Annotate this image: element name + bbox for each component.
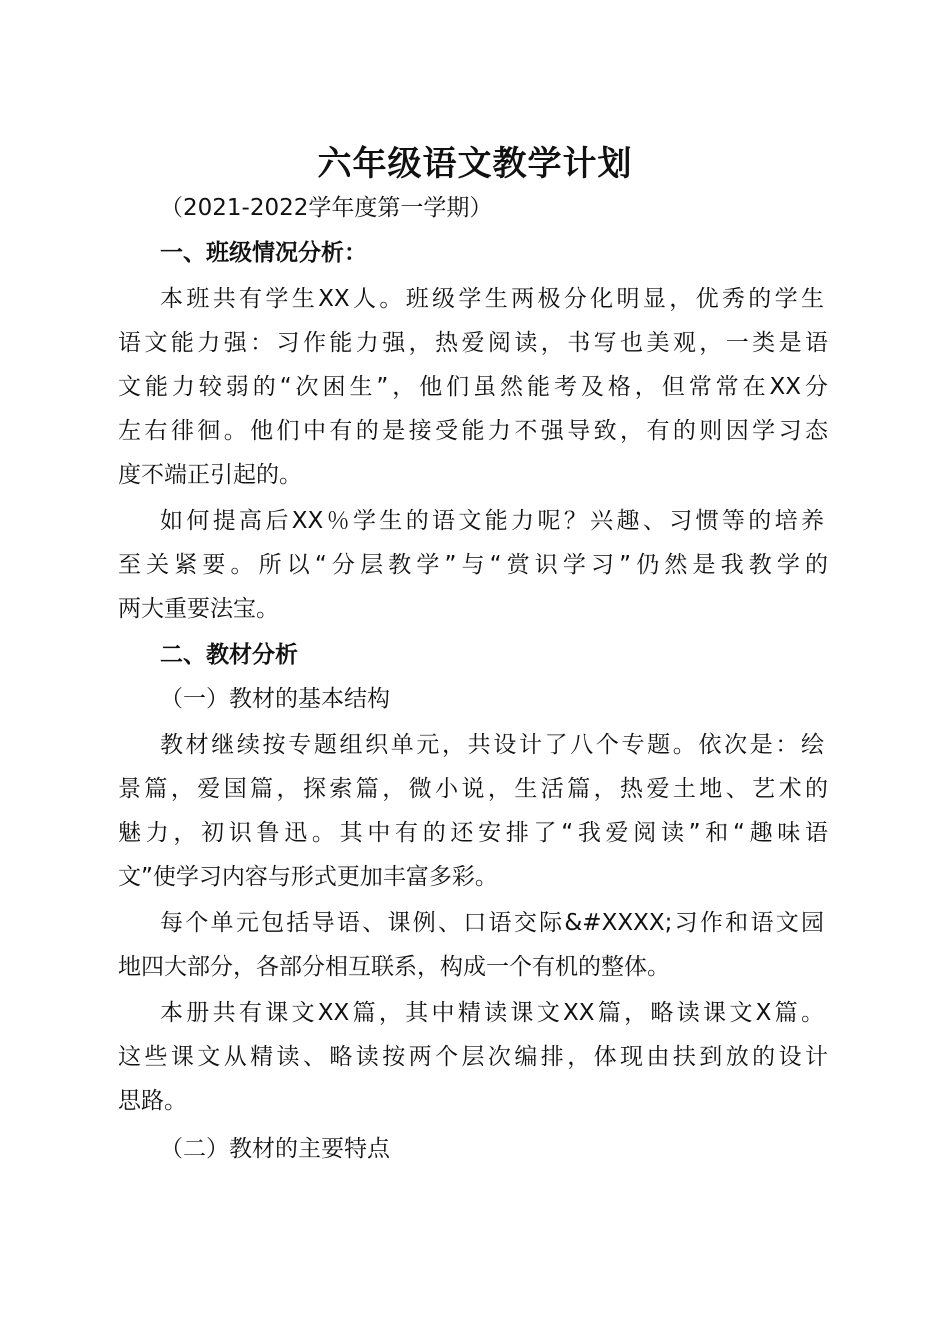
section1-p2-line3: 两大重要法宝。 [118, 596, 279, 622]
section2-p2-line1: 每个单元包括导语、课例、口语交际&#XXXX;习作和语文园 [160, 910, 824, 936]
section1-p1-line4: 左右徘徊。他们中有的是接受能力不强导致，有的则因学习态 [118, 418, 828, 444]
section2-p1-line2: 景篇，爱国篇，探索篇，微小说，生活篇，热爱土地、艺术的 [118, 776, 828, 802]
section2-p3-line3: 思路。 [118, 1088, 187, 1114]
subsection1-heading: （一）教材的基本结构 [160, 686, 390, 712]
subsection2-heading: （二）教材的主要特点 [160, 1136, 390, 1162]
section2-p1-line1: 教材继续按专题组织单元，共设计了八个专题。依次是：绘 [160, 732, 824, 758]
section2-p2-line2: 地四大部分，各部分相互联系，构成一个有机的整体。 [118, 954, 670, 980]
section2-p3-line2: 这些课文从精读、略读按两个层次编排，体现由扶到放的设计 [118, 1044, 828, 1070]
section1-p2-line2: 至关紧要。所以“分层教学”与“赏识学习”仍然是我教学的 [118, 552, 828, 578]
section1-p2-line1: 如何提高后XX％学生的语文能力呢？兴趣、习惯等的培养 [160, 508, 824, 534]
section2-p1-line3: 魅力，初识鲁迅。其中有的还安排了“我爱阅读”和“趣味语 [118, 820, 828, 846]
section2-p1-line4: 文”使学习内容与形式更加丰富多彩。 [118, 864, 498, 890]
section1-p1-line1: 本班共有学生XX人。班级学生两极分化明显，优秀的学生 [160, 286, 824, 312]
section2-p3-line1: 本册共有课文XX篇，其中精读课文XX篇，略读课文X篇。 [160, 1000, 824, 1026]
section1-p1-line3: 文能力较弱的“次困生”，他们虽然能考及格，但常常在XX分 [118, 374, 828, 400]
section1-heading: 一、班级情况分析： [160, 240, 367, 266]
document-subtitle: （2021-2022学年度第一学期） [160, 195, 493, 221]
section2-heading: 二、教材分析 [160, 642, 298, 668]
section1-p1-line2: 语文能力强：习作能力强，热爱阅读，书写也美观，一类是语 [118, 330, 828, 356]
section1-p1-line5: 度不端正引起的。 [118, 462, 302, 488]
document-title: 六年级语文教学计划 [317, 144, 633, 184]
